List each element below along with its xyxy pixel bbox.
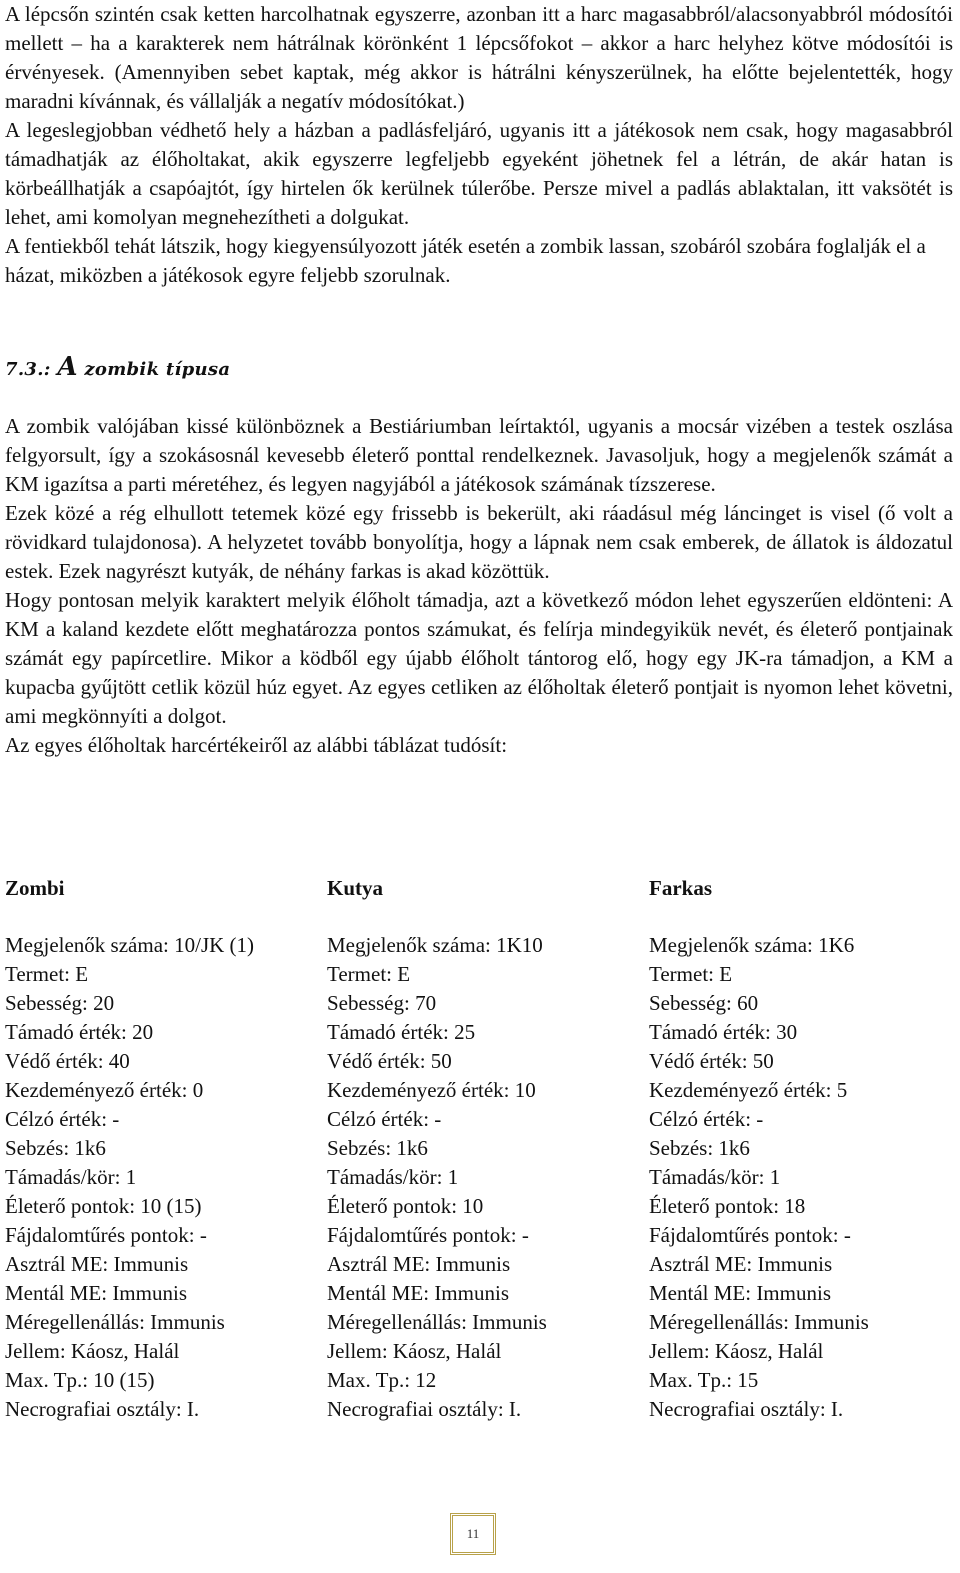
stat-line: Életerő pontok: 10 xyxy=(327,1194,484,1218)
stat-line: Sebzés: 1k6 xyxy=(327,1136,428,1160)
stat-line: Támadó érték: 30 xyxy=(649,1020,798,1044)
stat-line: Támadás/kör: 1 xyxy=(649,1165,781,1189)
paragraph: A zombik valójában kissé különböznek a Bestiáriumban leírtaktól, ugyanis a mocsár vizében a testek oszlása felgyorsult, így a szokásosnál kevesebb életerő ponttal rendelkeznek. Javasoljuk, hogy a megjelenők számát a KM igazítsa a parti méretéhez, és legyen nagyjából a játékosok számának tízszerese. xyxy=(5,414,953,496)
stat-line: Max. Tp.: 12 xyxy=(327,1368,437,1392)
stat-line: Kezdeményező érték: 5 xyxy=(649,1078,848,1102)
page-number: 11 xyxy=(450,1513,496,1555)
stat-line: Termet: E xyxy=(5,962,89,986)
stat-line: Megjelenők száma: 1K6 xyxy=(649,933,855,957)
section-body xyxy=(5,412,953,760)
stat-line: Asztrál ME: Immunis xyxy=(5,1252,189,1276)
stat-line: Fájdalomtűrés pontok: - xyxy=(5,1223,207,1247)
stat-line: Asztrál ME: Immunis xyxy=(649,1252,833,1276)
stat-line: Necrografiai osztály: I. xyxy=(649,1397,844,1421)
section-title: zombik típusa xyxy=(84,359,231,380)
stat-line: Célzó érték: - xyxy=(649,1107,764,1131)
stat-line: Jellem: Káosz, Halál xyxy=(649,1339,824,1363)
stat-line: Fájdalomtűrés pontok: - xyxy=(327,1223,529,1247)
stat-line: Támadó érték: 25 xyxy=(327,1020,476,1044)
stat-line: Mentál ME: Immunis xyxy=(327,1281,509,1305)
stat-list xyxy=(649,931,960,1424)
stat-line: Támadás/kör: 1 xyxy=(327,1165,459,1189)
stat-line: Támadás/kör: 1 xyxy=(5,1165,137,1189)
stat-line: Életerő pontok: 18 xyxy=(649,1194,806,1218)
stat-line: Necrografiai osztály: I. xyxy=(327,1397,522,1421)
paragraph: A legeslegjobban védhető hely a házban a padlásfeljáró, ugyanis itt a játékosok nem csak, hogy magasabbról támadhatják az élőholtakat, akik egyszerre legfeljebb egyeként jöhetnek fel a létrán, de akár hatan is körbeállhatják a csapóajtót, így hirtelen ők kerülnek túlerőbe. Persze mivel a padlás ablaktalan, itt vaksötét is lehet, ami komolyan megnehezítheti a dolgukat. xyxy=(5,118,953,229)
stat-line: Célzó érték: - xyxy=(5,1107,120,1131)
paragraph: Hogy pontosan melyik karaktert melyik élőholt támadja, azt a következő módon lehet egyszerűen eldönteni: A KM a kaland kezdete előtt meghatározza pontos számukat, és felírja mindegyikük nevét, és életerő pontjainak számát egy papírcetlire. Mikor a ködből egy újabb élőholt tántorog elő, hogy egy JK-ra támadjon, a KM a kupacba gyűjtött cetlik közül húz egyet. Az egyes cetliken az élőholtak életerő pontjait is nyomon lehet követni, ami megkönnyíti a dolgot. xyxy=(5,588,953,728)
stat-line: Méregellenállás: Immunis xyxy=(649,1310,869,1334)
stat-line: Sebesség: 60 xyxy=(649,991,759,1015)
paragraph: Az egyes élőholtak harcértékeiről az alábbi táblázat tudósít: xyxy=(5,733,508,757)
stat-line: Jellem: Káosz, Halál xyxy=(5,1339,180,1363)
paragraph: A lépcsőn szintén csak ketten harcolhatnak egyszerre, azonban itt a harc magasabbról/alacsonyabbról módosítói mellett – ha a karakterek nem hátrálnak körönként 1 lépcsőfokot – akkor a harc helyhez kötve módosítói is érvényesek. (Amennyiben sebet kaptak, még akkor is hátrálni kényszerülnek, ha előtte bejelentették, hogy maradni kívánnak, és vállalják a negatív módosítókat.) xyxy=(5,2,953,113)
creature-name: Kutya xyxy=(327,876,384,900)
creature-name: Farkas xyxy=(649,876,712,900)
stat-line: Mentál ME: Immunis xyxy=(649,1281,831,1305)
stat-line: Mentál ME: Immunis xyxy=(5,1281,187,1305)
stat-list xyxy=(5,931,325,1424)
stat-line: Védő érték: 50 xyxy=(327,1049,452,1073)
stat-list xyxy=(327,931,647,1424)
stat-line: Max. Tp.: 15 xyxy=(649,1368,759,1392)
stat-line: Sebzés: 1k6 xyxy=(5,1136,106,1160)
stat-line: Fájdalomtűrés pontok: - xyxy=(649,1223,851,1247)
stat-line: Kezdeményező érték: 0 xyxy=(5,1078,204,1102)
stat-line: Sebesség: 20 xyxy=(5,991,115,1015)
stat-line: Megjelenők száma: 1K10 xyxy=(327,933,543,957)
stat-line: Megjelenők száma: 10/JK (1) xyxy=(5,933,255,957)
stat-line: Támadó érték: 20 xyxy=(5,1020,154,1044)
stat-line: Életerő pontok: 10 (15) xyxy=(5,1194,202,1218)
creature-column-kutya xyxy=(327,874,647,1424)
stat-line: Méregellenállás: Immunis xyxy=(5,1310,225,1334)
creature-column-farkas xyxy=(649,874,960,1424)
stat-line: Méregellenállás: Immunis xyxy=(327,1310,547,1334)
stat-line: Termet: E xyxy=(649,962,733,986)
stat-line: Termet: E xyxy=(327,962,411,986)
creature-name: Zombi xyxy=(5,876,65,900)
stat-line: Védő érték: 40 xyxy=(5,1049,130,1073)
stat-line: Sebzés: 1k6 xyxy=(649,1136,750,1160)
creature-column-zombi xyxy=(5,874,325,1424)
paragraph: Ezek közé a rég elhullott tetemek közé egy frissebb is bekerült, aki ráadásul még láncinget is visel (ő volt a rövidkard tulajdonosa). A helyzetet tovább bonyolítja, hogy a lápnak nem csak emberek, de állatok is áldozatul estek. Ezek nagyrészt kutyák, de néhány farkas is akad közöttük. xyxy=(5,501,953,583)
stat-line: Max. Tp.: 10 (15) xyxy=(5,1368,155,1392)
stat-line: Célzó érték: - xyxy=(327,1107,442,1131)
paragraph: A fentiekből tehát látszik, hogy kiegyensúlyozott játék esetén a zombik lassan, szobáról szobára foglalják el a házat, miközben a játékosok egyre feljebb szorulnak. xyxy=(5,234,926,287)
stat-line: Asztrál ME: Immunis xyxy=(327,1252,511,1276)
stat-line: Védő érték: 50 xyxy=(649,1049,774,1073)
section-heading xyxy=(5,352,230,382)
section-initial: A xyxy=(57,352,78,382)
stat-line: Jellem: Káosz, Halál xyxy=(327,1339,502,1363)
stat-line: Sebesség: 70 xyxy=(327,991,437,1015)
stat-line: Kezdeményező érték: 10 xyxy=(327,1078,536,1102)
stat-line: Necrografiai osztály: I. xyxy=(5,1397,200,1421)
intro-text xyxy=(5,0,953,290)
section-number: 7.3.: xyxy=(5,359,51,380)
